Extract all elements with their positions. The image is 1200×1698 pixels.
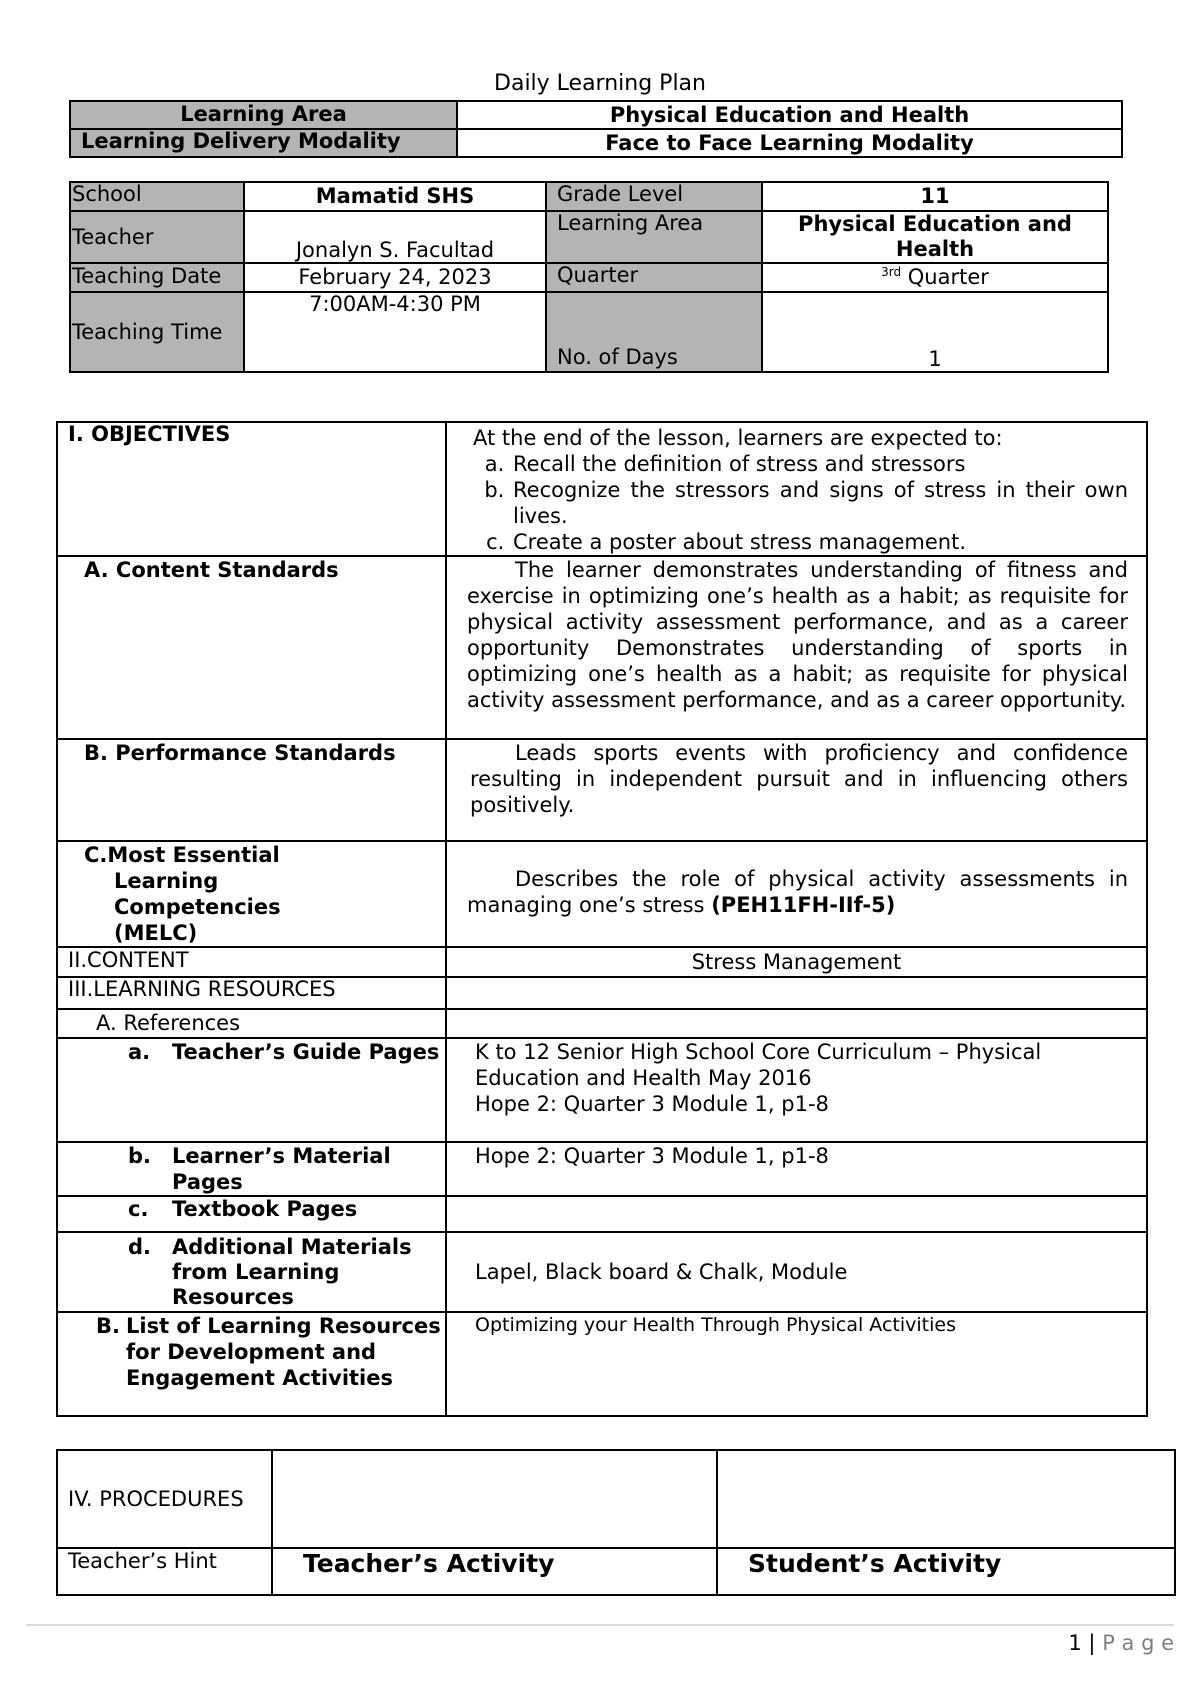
melc-text: Describes the role of physical activity assessments in managing one’s stress — [467, 867, 1128, 917]
school-value: Mamatid SHS — [244, 182, 546, 211]
procedures-table — [56, 1449, 1176, 1596]
melc-cell — [446, 841, 1147, 947]
item-label: Additional Materials from Learning Resources — [172, 1235, 412, 1309]
item-label: Learner’s Material Pages — [172, 1144, 391, 1194]
melc-label-line: Competencies — [114, 895, 281, 919]
teachers-guide-value — [446, 1038, 1147, 1142]
grade-level-value: 11 — [762, 182, 1108, 211]
page-word: P a g e — [1102, 1631, 1174, 1655]
objective-item: c. Create a poster about stress management. — [511, 529, 1128, 555]
teachers-guide-line: Hope 2: Quarter 3 Module 1, p1-8 — [475, 1092, 829, 1116]
teaching-date-label: Teaching Date — [70, 263, 244, 292]
delivery-modality-label: Learning Delivery Modality — [70, 129, 457, 157]
teachers-guide-label — [57, 1038, 446, 1142]
content-value: Stress Management — [446, 947, 1147, 977]
references-label: A. References — [57, 1009, 446, 1038]
learning-resources-list-value: Optimizing your Health Through Physical Activities — [446, 1312, 1147, 1416]
grade-level-label: Grade Level — [546, 182, 762, 211]
melc-label-line: (MELC) — [114, 921, 198, 945]
objectives-intro: At the end of the lesson, learners are expected to: — [473, 426, 1003, 450]
teachers-hint-label: Teacher’s Hint — [57, 1548, 272, 1595]
learning-area-value: Physical Education and Health — [457, 101, 1122, 129]
teaching-date-value: February 24, 2023 — [244, 263, 546, 292]
objectives-cell — [446, 422, 1147, 556]
learning-area-label-2: Learning Area — [546, 211, 762, 263]
objective-item: b. Recognize the stressors and signs of stress in their own lives. — [511, 477, 1128, 529]
quarter-ordinal: 3rd — [881, 265, 902, 279]
teachers-activity-header: Teacher’s Activity — [272, 1548, 717, 1595]
page-number: 1 — [1068, 1631, 1082, 1655]
melc-label-line: C.Most Essential — [84, 843, 280, 867]
item-letter: a. — [128, 1040, 151, 1064]
item-label: Teacher’s Guide Pages — [172, 1040, 440, 1064]
procedures-student-blank — [717, 1450, 1175, 1548]
textbook-pages-value — [446, 1196, 1147, 1232]
objectives-label: I. OBJECTIVES — [57, 422, 446, 556]
performance-standards-text: Leads sports events with proficiency and confidence resulting in independent pursuit and in influencing others positively. — [446, 739, 1147, 841]
teachers-guide-line: K to 12 Senior High School Core Curriculum – Physical Education and Health May 2016 — [475, 1040, 1042, 1090]
school-info-table — [69, 181, 1109, 373]
lesson-plan-table — [56, 421, 1148, 1417]
quarter-word: Quarter — [907, 265, 989, 289]
item-label: List of Learning Resources for Development and Engagement Activities — [126, 1314, 441, 1390]
additional-materials-label — [57, 1232, 446, 1312]
melc-label — [57, 841, 446, 947]
footer-divider — [26, 1624, 1174, 1626]
learning-area-label: Learning Area — [70, 101, 457, 129]
no-of-days-label: No. of Days — [546, 292, 762, 372]
content-standards-label: A. Content Standards — [57, 556, 446, 739]
learning-resources-value — [446, 977, 1147, 1009]
procedures-label: IV. PROCEDURES — [57, 1450, 272, 1548]
learners-material-label — [57, 1142, 446, 1196]
item-letter: b. — [128, 1144, 152, 1168]
teaching-time-value: 7:00AM-4:30 PM — [244, 292, 546, 372]
item-label: Textbook Pages — [172, 1197, 358, 1221]
learning-area-value-2: Physical Education and Health — [762, 211, 1108, 263]
melc-code: (PEH11FH-IIf-5) — [711, 893, 896, 917]
content-standards-text: The learner demonstrates understanding of fitness and exercise in optimizing one’s health as a habit; as requisite for physical activity assessment performance, and as a career opportunity Demonstrates understanding of sports in optimizing one’s health as a habit; as requisite for physical activity assessment performance, and as a career opportunity. — [446, 556, 1147, 739]
melc-label-line: Learning — [114, 869, 219, 893]
objective-item: a. Recall the definition of stress and stressors — [511, 451, 1128, 477]
quarter-value — [762, 263, 1108, 292]
delivery-modality-value: Face to Face Learning Modality — [457, 129, 1122, 157]
procedures-teacher-blank — [272, 1450, 717, 1548]
document-title: Daily Learning Plan — [494, 71, 706, 96]
teaching-time-label: Teaching Time — [70, 292, 244, 372]
item-letter: B. — [96, 1314, 120, 1338]
teacher-value: Jonalyn S. Facultad — [244, 211, 546, 263]
footer-separator: | — [1088, 1631, 1096, 1655]
learning-resources-list-label — [57, 1312, 446, 1416]
objectives-list — [473, 451, 1128, 555]
textbook-pages-label — [57, 1196, 446, 1232]
learning-resources-label: III.LEARNING RESOURCES — [57, 977, 446, 1009]
no-of-days-value: 1 — [762, 292, 1108, 372]
school-label: School — [70, 182, 244, 211]
quarter-label: Quarter — [546, 263, 762, 292]
additional-materials-value: Lapel, Black board & Chalk, Module — [446, 1232, 1147, 1312]
item-letter: c. — [128, 1197, 149, 1221]
teacher-label: Teacher — [70, 211, 244, 263]
learning-area-table — [69, 100, 1123, 158]
content-label: II.CONTENT — [57, 947, 446, 977]
learners-material-value: Hope 2: Quarter 3 Module 1, p1-8 — [446, 1142, 1147, 1196]
performance-standards-label: B. Performance Standards — [57, 739, 446, 841]
item-letter: d. — [128, 1235, 152, 1259]
students-activity-header: Student’s Activity — [717, 1548, 1175, 1595]
references-value — [446, 1009, 1147, 1038]
page-footer — [1068, 1631, 1174, 1655]
